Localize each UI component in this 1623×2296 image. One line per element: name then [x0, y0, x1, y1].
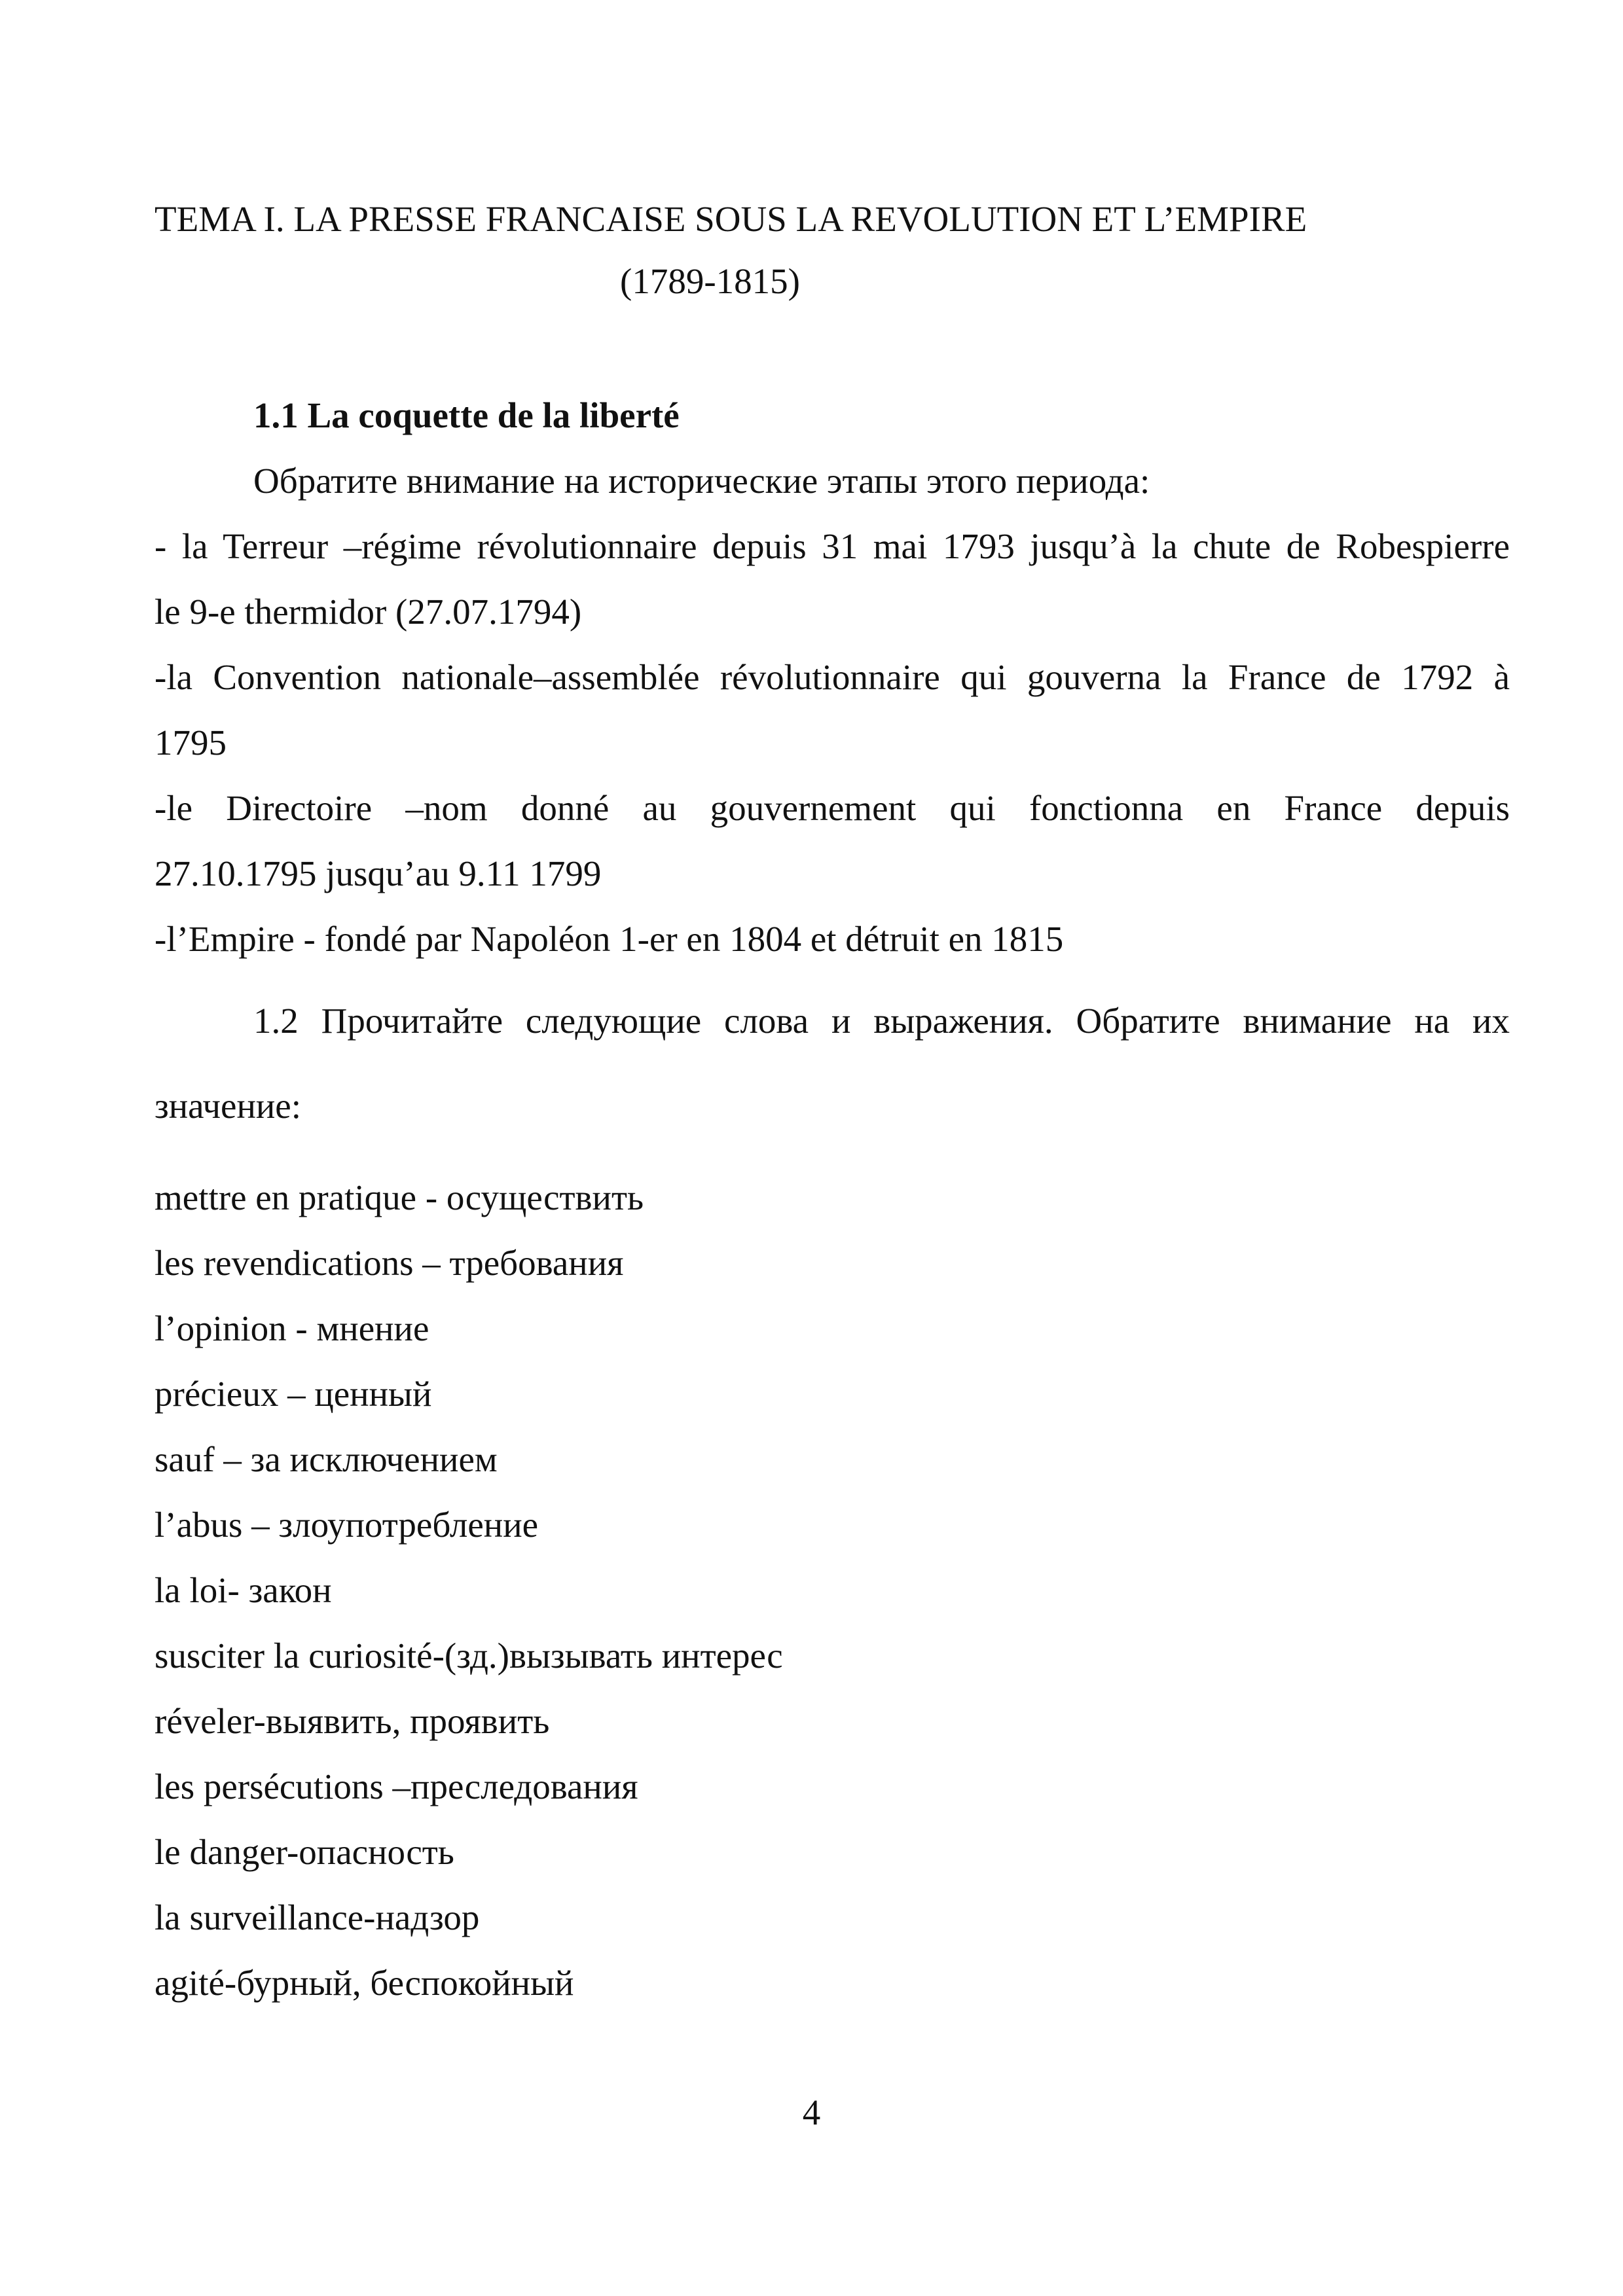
title-dates: (1789-1815): [620, 261, 800, 301]
vocabulary-item: le danger-опасность: [155, 1832, 454, 1872]
history-line: -le Directoire –nom donné au gouvernement qui fonctionna en France depuis: [155, 788, 1510, 828]
section-heading-1-1: 1.1 La coquette de la liberté: [253, 395, 680, 435]
history-line: 27.10.1795 jusqu’au 9.11 1799: [155, 853, 602, 893]
vocabulary-item: les persécutions –преследования: [155, 1767, 638, 1806]
vocabulary-item: la surveillance-надзор: [155, 1897, 480, 1937]
vocabulary-item: les revendications – требования: [155, 1243, 624, 1283]
vocabulary-item: sauf – за исключением: [155, 1439, 498, 1479]
section-instruction-continued: значение:: [155, 1086, 302, 1126]
history-line: -l’Empire - fondé par Napoléon 1-er en 1804 et détruit en 1815: [155, 919, 1064, 959]
vocabulary-item: la loi- закон: [155, 1570, 332, 1610]
vocabulary-item: réveler-выявить, проявить: [155, 1701, 550, 1741]
page-title: TEMA I. LA PRESSE FRANCAISE SOUS LA REVOLUTION ET L’EMPIRE: [155, 199, 1307, 239]
page-number: 4: [802, 2092, 821, 2132]
vocabulary-item: susciter la curiosité-(зд.)вызывать интерес: [155, 1636, 783, 1676]
section-instruction: 1.2 Прочитайте следующие слова и выражения. Обратите внимание на их: [253, 1001, 1510, 1041]
history-line: 1795: [155, 723, 227, 762]
vocabulary-item: l’abus – злоупотребление: [155, 1505, 539, 1545]
vocabulary-item: agité-бурный, беспокойный: [155, 1963, 574, 2003]
vocabulary-item: précieux – ценный: [155, 1374, 432, 1414]
history-line: - la Terreur –régime révolutionnaire depuis 31 mai 1793 jusqu’à la chute de Robespierre: [155, 526, 1510, 566]
history-line: le 9-e thermidor (27.07.1794): [155, 592, 582, 632]
section-intro: Обратите внимание на исторические этапы этого периода:: [253, 461, 1150, 501]
vocabulary-item: l’opinion - мнение: [155, 1308, 429, 1348]
vocabulary-item: mettre en pratique - осуществить: [155, 1177, 644, 1217]
history-line: -la Convention nationale–assemblée révolutionnaire qui gouverna la France de 1792 à: [155, 657, 1510, 697]
